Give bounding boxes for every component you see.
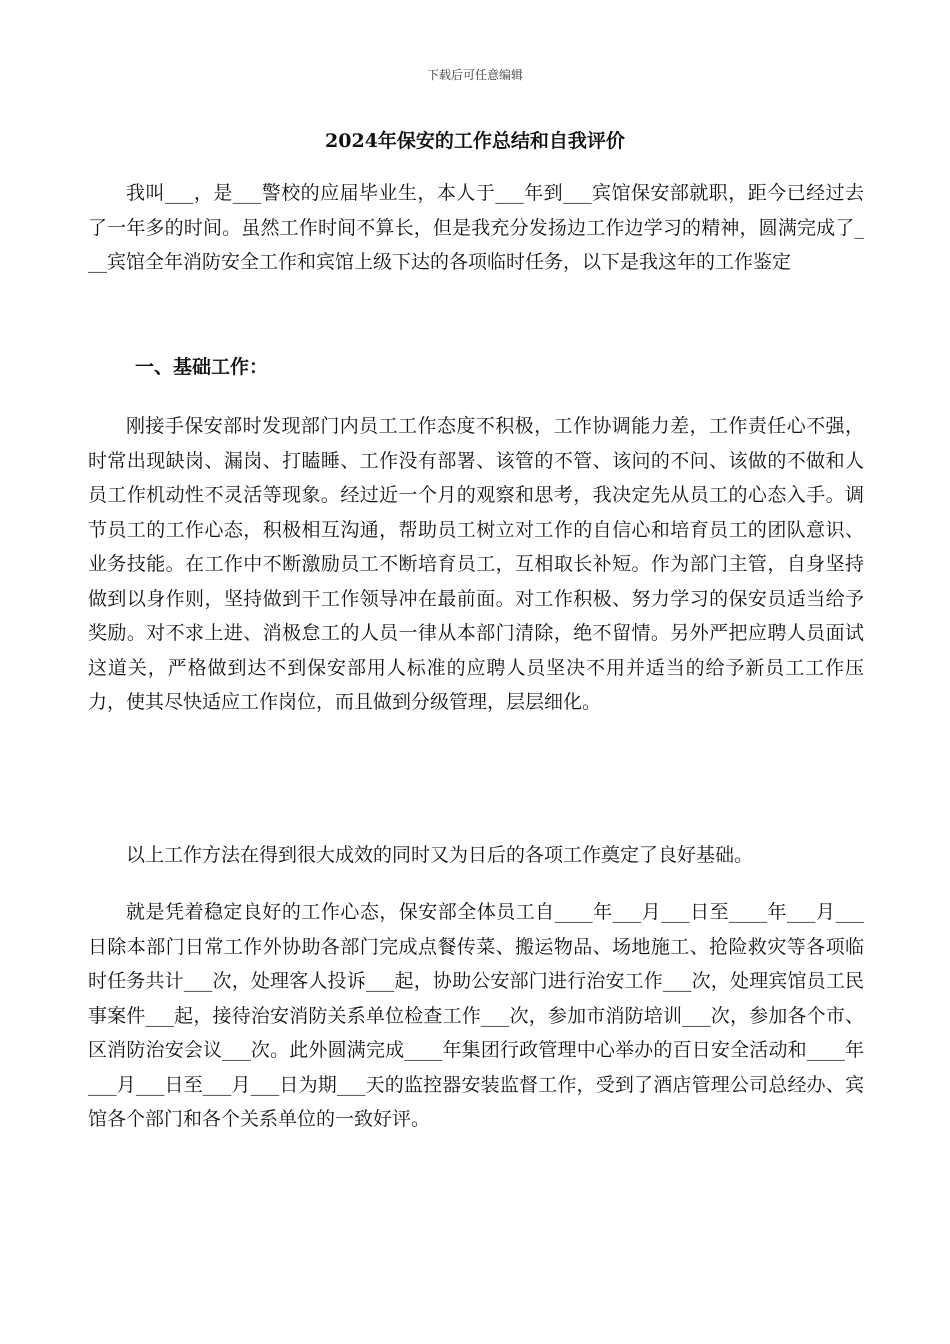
header-note: 下载后可任意编辑 [426, 68, 523, 82]
achievements-paragraph-block [88, 895, 864, 1137]
section1-paragraph-block [88, 409, 864, 720]
summary-paragraph: 以上工作方法在得到很大成效的同时又为日后的各项工作奠定了良好基础。 [126, 844, 754, 866]
section1-paragraph: 刚接手保安部时发现部门内员工工作态度不积极，工作协调能力差，工作责任心不强，时常出现缺岗、漏岗、打瞌睡、工作没有部署、该管的不管、该问的不问、该做的不做和人员工作机动性不灵活等现象。经过近一个月的观察和思考，我决定先从员工的心态入手。调节员工的工作心态，积极相互沟通，帮助员工树立对工作的自信心和培育员工的团队意识、业务技能。在工作中不断激励员工不断培育员工，互相取长补短。作为部门主管，自身坚持做到以身作则，坚持做到干工作领导冲在最前面。对工作积极、努力学习的保安员适当给予奖励。对不求上进、消极怠工的人员一律从本部门清除，绝不留情。另外严把应聘人员面试这道关，严格做到达不到保安部用人标准的应聘人员坚决不用并适当的给予新员工工作压力，使其尽快适应工作岗位，而且做到分级管理，层层细化。 [88, 415, 864, 713]
section-heading-basic-work: 一、基础工作： [135, 356, 269, 378]
intro-paragraph: 我叫___，是___警校的应届毕业生，本人于___年到___宾馆保安部就职，距今已经过去了一年多的时间。虽然工作时间不算长，但是我充分发扬边工作边学习的精神，圆满完成了___宾馆全年消防安全工作和宾馆上级下达的各项临时任务，以下是我这年的工作鉴定 [88, 182, 864, 273]
document-title: 2024年保安的工作总结和自我评价 [325, 130, 625, 152]
achievements-paragraph: 就是凭着稳定良好的工作心态，保安部全体员工自____年___月___日至____年___月___日除本部门日常工作外协助各部门完成点餐传菜、搬运物品、场地施工、抢险救灾等各项临时任务共计___次，处理客人投诉___起，协助公安部门进行治安工作___次，处理宾馆员工民事案件___起，接待治安消防关系单位检查工作___次，参加市消防培训___次，参加各个市、区消防治安会议___次。此外圆满完成____年集团行政管理中心举办的百日安全活动和____年___月___日至___月___日为期___天的监控器安装监督工作，受到了酒店管理公司总经办、宾馆各个部门和各个关系单位的一致好评。 [88, 901, 864, 1130]
intro-paragraph-block [88, 176, 864, 280]
summary-paragraph-block [88, 838, 864, 873]
